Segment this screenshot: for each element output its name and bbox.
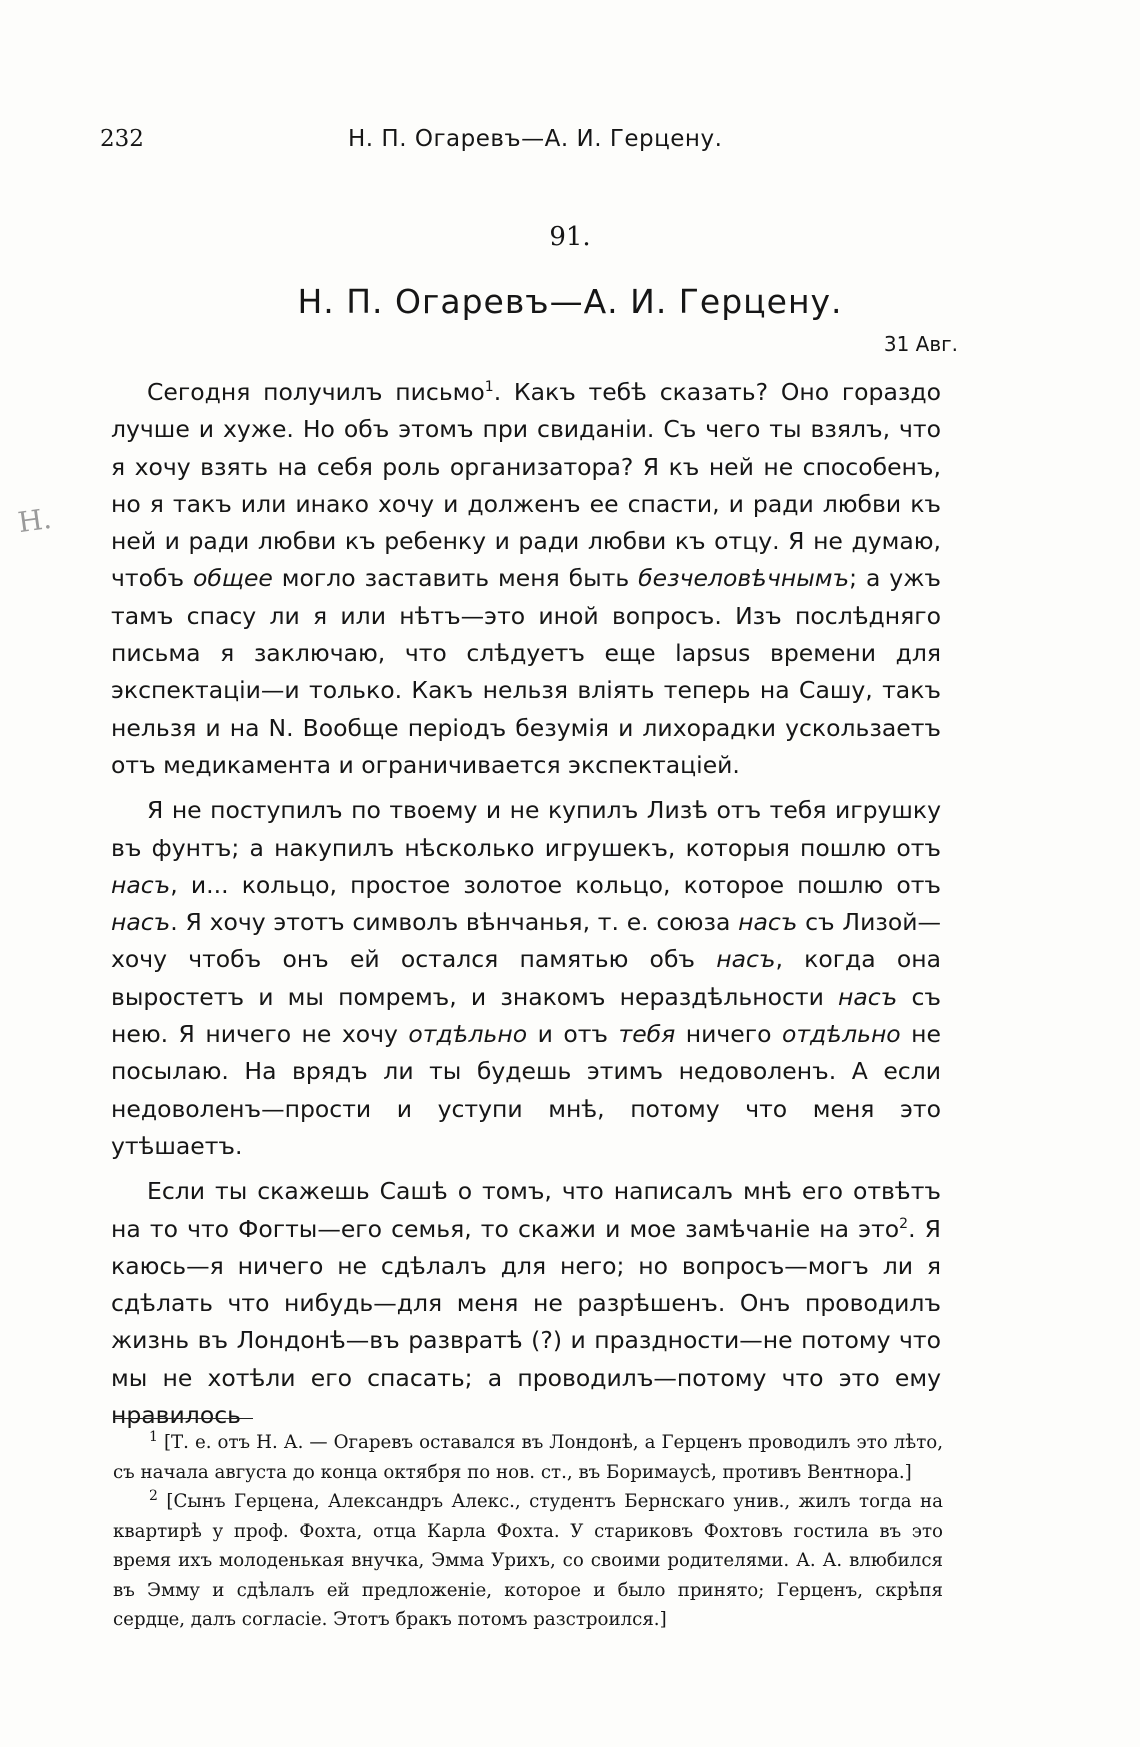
text-run: , когда она выростетъ и мы помремъ, и знакомъ нераздѣльности xyxy=(111,945,941,1011)
emphasis: насъ xyxy=(738,908,798,937)
footnote-marker: 1 xyxy=(149,1428,158,1445)
paragraph-2 xyxy=(111,792,941,1165)
text-run: Если ты скажешь Сашѣ о томъ, что написалъ мнѣ его отвѣтъ на то что Фогты—его семья, то скажи и мое замѣчаніе на это xyxy=(111,1177,941,1243)
text-run: могло заставить меня быть xyxy=(272,564,639,593)
footnote-1 xyxy=(113,1428,943,1487)
text-run: . Какъ тебѣ сказать? Оно гораздо лучше и хуже. Но объ этомъ при свиданіи. Съ чего ты взялъ, что я хочу взять на себя роль организатора? Я къ ней не способенъ, но я такъ или инако хочу и долженъ ее спасти, и ради любви къ ней и ради любви къ ребенку и ради любви къ отцу. Я не думаю, чтобъ xyxy=(111,378,941,593)
emphasis: отдѣльно xyxy=(408,1020,528,1049)
emphasis: насъ xyxy=(111,870,171,899)
text-run: съ Лизой—хочу чтобъ онъ ей остался памятью объ xyxy=(111,908,941,974)
footnote-ref-2: 2 xyxy=(899,1215,909,1232)
footnote-text: [Т. е. отъ Н. А. — Огаревъ оставался въ Лондонѣ, а Герценъ проводилъ это лѣто, съ начала августа до конца октября по нов. ст., въ Боримаусѣ, противъ Вентнора.] xyxy=(113,1432,943,1483)
footnote-text: [Сынъ Герцена, Александръ Алекс., студентъ Бернскаго унив., жилъ тогда на квартирѣ у проф. Фохта, отца Карла Фохта. У стариковъ Фохтовъ гостила въ это время ихъ молоденькая внучка, Эмма Урихъ, со своими родителями. А. А. влюбился въ Эмму и сдѣлалъ ей предложеніе, которое и было принято; Герценъ, скрѣпя сердце, далъ согласіе. Этотъ бракъ потомъ разстроился.] xyxy=(113,1491,943,1630)
running-title: Н. П. Огаревъ—А. И. Герцену. xyxy=(348,126,723,152)
emphasis: безчеловѣчнымъ xyxy=(638,564,850,593)
text-run: съ нею. Я ничего не хочу xyxy=(111,982,941,1049)
paragraph-3 xyxy=(111,1173,941,1434)
page-number: 232 xyxy=(100,126,144,152)
emphasis: насъ xyxy=(838,982,898,1011)
page-header xyxy=(100,126,1030,166)
letter-number: 91. xyxy=(549,222,591,252)
letter-date: 31 Авг. xyxy=(883,332,958,356)
text-run: Сегодня получилъ письмо xyxy=(147,378,485,406)
text-run: и отъ xyxy=(527,1020,619,1049)
emphasis: отдѣльно xyxy=(781,1020,901,1049)
footnote-divider xyxy=(113,1418,253,1419)
emphasis: насъ xyxy=(716,945,776,974)
footnote-2 xyxy=(113,1487,943,1635)
footnote-ref-1: 1 xyxy=(484,379,494,396)
emphasis: общее xyxy=(192,564,273,593)
text-run: . Я хочу этотъ символъ вѣнчанья, т. е. союза xyxy=(170,908,739,937)
text-run: ; а ужъ тамъ спасу ли я или нѣтъ—это иной вопросъ. Изъ послѣдняго письма я заключаю, что слѣдуетъ еще lapsus времени для экспектаціи—и только. Какъ нельзя вліять теперь на Сашу, такъ нельзя и на N. Вообще періодъ безумія и лихорадки ускользаетъ отъ медикамента и ограничивается экспектаціей. xyxy=(111,564,941,779)
letter-body xyxy=(111,374,941,1442)
text-run: не посылаю. На врядъ ли ты будешь этимъ недоволенъ. А если недоволенъ—прости и уступи мнѣ, потому что меня это утѣшаетъ. xyxy=(111,1020,941,1160)
emphasis: насъ xyxy=(111,908,171,937)
text-run: Я не поступилъ по твоему и не купилъ Лизѣ отъ тебя игрушку въ фунтъ; а накупилъ нѣсколько игрушекъ, которыя пошлю отъ xyxy=(111,796,941,862)
footnote-marker: 2 xyxy=(149,1487,158,1504)
emphasis: тебя xyxy=(618,1020,676,1049)
footnotes xyxy=(113,1428,943,1635)
text-run: , и... кольцо, простое золотое кольцо, которое пошлю отъ xyxy=(170,870,941,899)
handwritten-margin-note: Н. xyxy=(15,501,54,540)
text-run: . Я каюсь—я ничего не сдѣлалъ для него; но вопросъ—могъ ли я сдѣлать что нибудь—для меня не разрѣшенъ. Онъ проводилъ жизнь въ Лондонѣ—въ развратѣ (?) и праздности—не потому что мы не хотѣли его спасать; а проводилъ—потому что это ему нравилось xyxy=(111,1214,941,1430)
text-run: ничего xyxy=(675,1020,782,1049)
letter-title: Н. П. Огаревъ—А. И. Герцену. xyxy=(297,282,843,321)
paragraph-1 xyxy=(111,374,941,784)
